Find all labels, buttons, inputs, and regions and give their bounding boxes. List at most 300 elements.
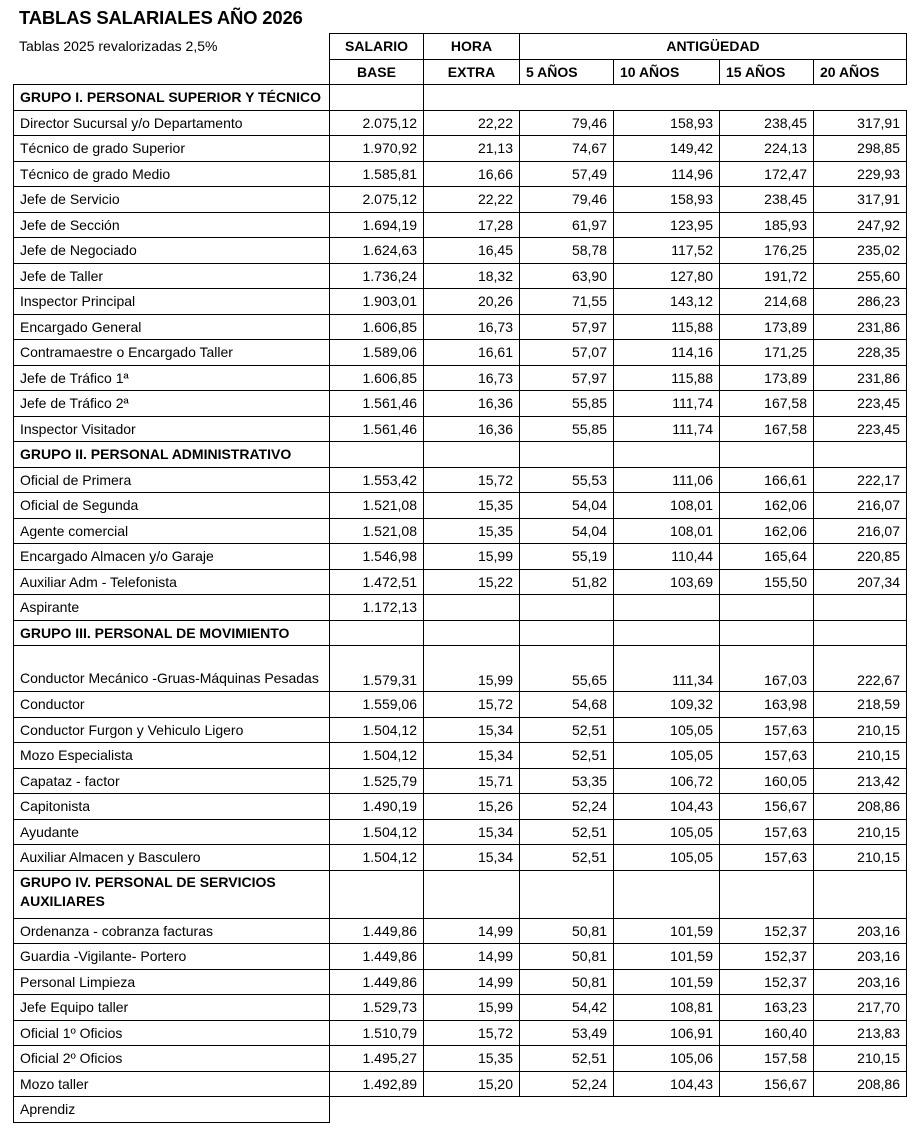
y20-cell: [814, 1097, 907, 1123]
y5-cell: 52,51: [520, 743, 614, 769]
base-cell: 1.504,12: [330, 819, 424, 845]
extra-cell: 16,45: [424, 238, 520, 264]
y5-cell: 55,53: [520, 467, 614, 493]
y10-cell: 105,05: [614, 743, 720, 769]
base-cell: 1.606,85: [330, 365, 424, 391]
y15-cell: 173,89: [720, 365, 814, 391]
table-row: [14, 467, 907, 493]
base-cell: 1.449,86: [330, 918, 424, 944]
table-row: [14, 743, 907, 769]
extra-cell: 15,99: [424, 995, 520, 1021]
category-cell: Oficial 2º Oficios: [14, 1046, 330, 1072]
base-cell: [330, 1097, 424, 1123]
base-cell: 1.561,46: [330, 416, 424, 442]
y5-cell: 79,46: [520, 187, 614, 213]
extra-cell: 15,72: [424, 692, 520, 718]
extra-cell: 21,13: [424, 136, 520, 162]
header-base: BASE: [330, 59, 424, 85]
extra-cell: 16,61: [424, 340, 520, 366]
y5-cell: 55,65: [520, 646, 614, 692]
extra-cell: [424, 595, 520, 621]
table-row: [14, 518, 907, 544]
extra-cell: 15,35: [424, 518, 520, 544]
y20-cell: 203,16: [814, 969, 907, 995]
group-empty-cell: [330, 85, 424, 111]
category-cell: Jefe de Sección: [14, 212, 330, 238]
y5-cell: 50,81: [520, 944, 614, 970]
y20-cell: 223,45: [814, 416, 907, 442]
base-cell: 1.559,06: [330, 692, 424, 718]
base-cell: 1.504,12: [330, 717, 424, 743]
extra-cell: 16,36: [424, 416, 520, 442]
base-cell: 1.504,12: [330, 845, 424, 871]
y5-cell: 50,81: [520, 969, 614, 995]
extra-cell: 15,34: [424, 845, 520, 871]
category-cell: Aspirante: [14, 595, 330, 621]
group-empty-cell: [330, 870, 424, 918]
category-cell: Mozo taller: [14, 1071, 330, 1097]
y20-cell: 222,17: [814, 467, 907, 493]
y10-cell: 111,34: [614, 646, 720, 692]
y20-cell: 208,86: [814, 1071, 907, 1097]
category-cell: Auxiliar Almacen y Basculero: [14, 845, 330, 871]
y15-cell: 172,47: [720, 161, 814, 187]
base-cell: 1.585,81: [330, 161, 424, 187]
table-row: [14, 717, 907, 743]
header-10-anos: 10 AÑOS: [614, 59, 720, 85]
category-cell: Jefe de Taller: [14, 263, 330, 289]
group-empty-cell: [424, 85, 520, 111]
y15-cell: 160,05: [720, 768, 814, 794]
extra-cell: 14,99: [424, 944, 520, 970]
header-antiguedad: ANTIGÜEDAD: [520, 34, 907, 60]
y5-cell: 55,85: [520, 416, 614, 442]
y20-cell: 218,59: [814, 692, 907, 718]
y10-cell: 117,52: [614, 238, 720, 264]
y15-cell: [720, 1097, 814, 1123]
category-cell: Oficial de Primera: [14, 467, 330, 493]
y15-cell: 152,37: [720, 918, 814, 944]
table-row: [14, 995, 907, 1021]
group-header-row: [14, 85, 907, 111]
y10-cell: 105,06: [614, 1046, 720, 1072]
group-empty-cell: [720, 620, 814, 646]
category-cell: Inspector Principal: [14, 289, 330, 315]
y10-cell: 105,05: [614, 717, 720, 743]
extra-cell: 15,72: [424, 467, 520, 493]
table-row: [14, 136, 907, 162]
y10-cell: [614, 1097, 720, 1123]
group-empty-cell: [520, 870, 614, 918]
extra-cell: 15,72: [424, 1020, 520, 1046]
category-cell: Director Sucursal y/o Departamento: [14, 110, 330, 136]
y5-cell: 54,04: [520, 518, 614, 544]
table-row: [14, 845, 907, 871]
category-cell: Encargado Almacen y/o Garaje: [14, 544, 330, 570]
base-cell: 1.736,24: [330, 263, 424, 289]
category-cell: Inspector Visitador: [14, 416, 330, 442]
y20-cell: 210,15: [814, 743, 907, 769]
y20-cell: 235,02: [814, 238, 907, 264]
y10-cell: 143,12: [614, 289, 720, 315]
category-cell: Técnico de grado Superior: [14, 136, 330, 162]
y20-cell: 222,67: [814, 646, 907, 692]
y10-cell: 111,74: [614, 416, 720, 442]
extra-cell: 15,34: [424, 717, 520, 743]
table-row: [14, 819, 907, 845]
y10-cell: 114,96: [614, 161, 720, 187]
y20-cell: 255,60: [814, 263, 907, 289]
y15-cell: 176,25: [720, 238, 814, 264]
header-spacer: [14, 34, 330, 60]
y15-cell: 214,68: [720, 289, 814, 315]
y15-cell: 238,45: [720, 110, 814, 136]
y10-cell: 106,91: [614, 1020, 720, 1046]
extra-cell: 15,99: [424, 544, 520, 570]
base-cell: 1.553,42: [330, 467, 424, 493]
y10-cell: 110,44: [614, 544, 720, 570]
base-cell: 1.449,86: [330, 969, 424, 995]
y15-cell: 157,58: [720, 1046, 814, 1072]
extra-cell: 20,26: [424, 289, 520, 315]
y20-cell: 210,15: [814, 819, 907, 845]
table-row: [14, 1046, 907, 1072]
y5-cell: 58,78: [520, 238, 614, 264]
group-empty-cell: [330, 442, 424, 468]
base-cell: 1.492,89: [330, 1071, 424, 1097]
group-header-row: [14, 870, 907, 918]
y20-cell: 228,35: [814, 340, 907, 366]
y15-cell: 157,63: [720, 717, 814, 743]
y20-cell: 220,85: [814, 544, 907, 570]
header-spacer: [14, 59, 330, 85]
y20-cell: 229,93: [814, 161, 907, 187]
y15-cell: 152,37: [720, 969, 814, 995]
table-row: [14, 340, 907, 366]
table-row: [14, 416, 907, 442]
extra-cell: 16,73: [424, 314, 520, 340]
y15-cell: 160,40: [720, 1020, 814, 1046]
y20-cell: 317,91: [814, 110, 907, 136]
header-salario: SALARIO: [330, 34, 424, 60]
table-row: [14, 1097, 907, 1123]
category-cell: Contramaestre o Encargado Taller: [14, 340, 330, 366]
y5-cell: 53,35: [520, 768, 614, 794]
group-empty-cell: [814, 85, 907, 111]
category-cell: Conductor Mecánico -Gruas-Máquinas Pesadas: [14, 646, 330, 692]
group-name: GRUPO I. PERSONAL SUPERIOR Y TÉCNICO: [14, 85, 330, 111]
y15-cell: 162,06: [720, 518, 814, 544]
extra-cell: 16,66: [424, 161, 520, 187]
y20-cell: 298,85: [814, 136, 907, 162]
y5-cell: 54,42: [520, 995, 614, 1021]
category-cell: Aprendiz: [14, 1097, 330, 1123]
y15-cell: 167,58: [720, 416, 814, 442]
extra-cell: 16,36: [424, 391, 520, 417]
group-empty-cell: [330, 620, 424, 646]
y15-cell: 191,72: [720, 263, 814, 289]
category-cell: Jefe Equipo taller: [14, 995, 330, 1021]
category-cell: Agente comercial: [14, 518, 330, 544]
y15-cell: 163,23: [720, 995, 814, 1021]
y15-cell: 152,37: [720, 944, 814, 970]
group-header-row: [14, 620, 907, 646]
y10-cell: 115,88: [614, 365, 720, 391]
extra-cell: 15,35: [424, 1046, 520, 1072]
y15-cell: 166,61: [720, 467, 814, 493]
base-cell: 1.970,92: [330, 136, 424, 162]
category-cell: Mozo Especialista: [14, 743, 330, 769]
y20-cell: 203,16: [814, 944, 907, 970]
y15-cell: 156,67: [720, 1071, 814, 1097]
y15-cell: 157,63: [720, 845, 814, 871]
extra-cell: 16,73: [424, 365, 520, 391]
base-cell: 1.624,63: [330, 238, 424, 264]
y20-cell: 210,15: [814, 717, 907, 743]
category-cell: Jefe de Servicio: [14, 187, 330, 213]
group-name: GRUPO III. PERSONAL DE MOVIMIENTO: [14, 620, 330, 646]
y5-cell: [520, 595, 614, 621]
category-cell: Oficial 1º Oficios: [14, 1020, 330, 1046]
table-row: [14, 918, 907, 944]
base-cell: 1.521,08: [330, 493, 424, 519]
y15-cell: 165,64: [720, 544, 814, 570]
y5-cell: 63,90: [520, 263, 614, 289]
base-cell: 1.561,46: [330, 391, 424, 417]
y20-cell: 210,15: [814, 1046, 907, 1072]
y20-cell: 213,42: [814, 768, 907, 794]
y20-cell: [814, 595, 907, 621]
group-empty-cell: [520, 620, 614, 646]
extra-cell: 15,20: [424, 1071, 520, 1097]
y20-cell: 231,86: [814, 314, 907, 340]
extra-cell: 22,22: [424, 187, 520, 213]
y5-cell: 54,04: [520, 493, 614, 519]
y5-cell: 52,51: [520, 1046, 614, 1072]
table-row: [14, 646, 907, 692]
y15-cell: 224,13: [720, 136, 814, 162]
y15-cell: 167,03: [720, 646, 814, 692]
table-row: [14, 944, 907, 970]
y10-cell: 114,16: [614, 340, 720, 366]
category-cell: Jefe de Tráfico 2ª: [14, 391, 330, 417]
y5-cell: 71,55: [520, 289, 614, 315]
category-cell: Auxiliar Adm - Telefonista: [14, 569, 330, 595]
y10-cell: 106,72: [614, 768, 720, 794]
y10-cell: 149,42: [614, 136, 720, 162]
y5-cell: [520, 1097, 614, 1123]
table-row: [14, 969, 907, 995]
y10-cell: 108,81: [614, 995, 720, 1021]
y20-cell: 223,45: [814, 391, 907, 417]
y5-cell: 55,85: [520, 391, 614, 417]
category-cell: Jefe de Tráfico 1ª: [14, 365, 330, 391]
y5-cell: 57,07: [520, 340, 614, 366]
category-cell: Capataz - factor: [14, 768, 330, 794]
category-cell: Capitonista: [14, 794, 330, 820]
table-row: [14, 391, 907, 417]
group-empty-cell: [720, 870, 814, 918]
group-empty-cell: [814, 442, 907, 468]
group-empty-cell: [424, 870, 520, 918]
y15-cell: [720, 595, 814, 621]
table-row: [14, 314, 907, 340]
y10-cell: 158,93: [614, 187, 720, 213]
salary-table: [13, 33, 907, 1123]
y15-cell: 155,50: [720, 569, 814, 595]
y5-cell: 53,49: [520, 1020, 614, 1046]
base-cell: 1.546,98: [330, 544, 424, 570]
group-empty-cell: [424, 620, 520, 646]
y15-cell: 173,89: [720, 314, 814, 340]
base-cell: 1.694,19: [330, 212, 424, 238]
y5-cell: 50,81: [520, 918, 614, 944]
group-name: GRUPO IV. PERSONAL DE SERVICIOS AUXILIARES: [14, 870, 330, 918]
y10-cell: 158,93: [614, 110, 720, 136]
y15-cell: 238,45: [720, 187, 814, 213]
y10-cell: 108,01: [614, 518, 720, 544]
y5-cell: 52,24: [520, 1071, 614, 1097]
base-cell: 1.510,79: [330, 1020, 424, 1046]
group-name: GRUPO II. PERSONAL ADMINISTRATIVO: [14, 442, 330, 468]
table-row: [14, 289, 907, 315]
header-20-anos: 20 AÑOS: [814, 59, 907, 85]
y5-cell: 61,97: [520, 212, 614, 238]
table-row: [14, 692, 907, 718]
table-row: [14, 595, 907, 621]
base-cell: 1.579,31: [330, 646, 424, 692]
table-row: [14, 263, 907, 289]
y10-cell: 104,43: [614, 794, 720, 820]
category-cell: Técnico de grado Medio: [14, 161, 330, 187]
extra-cell: 22,22: [424, 110, 520, 136]
group-empty-cell: [614, 870, 720, 918]
y5-cell: 74,67: [520, 136, 614, 162]
base-cell: 1.529,73: [330, 995, 424, 1021]
header-row-2: [14, 59, 907, 85]
base-cell: 1.589,06: [330, 340, 424, 366]
extra-cell: 15,34: [424, 819, 520, 845]
y20-cell: 216,07: [814, 518, 907, 544]
header-row-1: [14, 34, 907, 60]
y10-cell: 127,80: [614, 263, 720, 289]
table-row: [14, 493, 907, 519]
header-extra: EXTRA: [424, 59, 520, 85]
y20-cell: 203,16: [814, 918, 907, 944]
table-row: [14, 110, 907, 136]
table-row: [14, 1071, 907, 1097]
y15-cell: 167,58: [720, 391, 814, 417]
group-empty-cell: [814, 620, 907, 646]
y20-cell: 216,07: [814, 493, 907, 519]
header-hora: HORA: [424, 34, 520, 60]
table-row: [14, 212, 907, 238]
y5-cell: 57,49: [520, 161, 614, 187]
table-row: [14, 794, 907, 820]
extra-cell: 15,35: [424, 493, 520, 519]
y5-cell: 52,51: [520, 717, 614, 743]
table-row: [14, 161, 907, 187]
y5-cell: 52,24: [520, 794, 614, 820]
table-row: [14, 569, 907, 595]
y10-cell: 111,06: [614, 467, 720, 493]
base-cell: 1.606,85: [330, 314, 424, 340]
y20-cell: 208,86: [814, 794, 907, 820]
y5-cell: 54,68: [520, 692, 614, 718]
y10-cell: 101,59: [614, 969, 720, 995]
y10-cell: [614, 595, 720, 621]
y20-cell: 210,15: [814, 845, 907, 871]
extra-cell: 14,99: [424, 918, 520, 944]
table-row: [14, 768, 907, 794]
header-5-anos: 5 AÑOS: [520, 59, 614, 85]
y5-cell: 55,19: [520, 544, 614, 570]
y10-cell: 111,74: [614, 391, 720, 417]
y15-cell: 156,67: [720, 794, 814, 820]
document-title: TABLAS SALARIALES AÑO 2026: [19, 7, 303, 28]
y10-cell: 109,32: [614, 692, 720, 718]
group-empty-cell: [424, 442, 520, 468]
table-row: [14, 238, 907, 264]
y5-cell: 51,82: [520, 569, 614, 595]
table-row: [14, 365, 907, 391]
y10-cell: 105,05: [614, 819, 720, 845]
y10-cell: 115,88: [614, 314, 720, 340]
base-cell: 1.903,01: [330, 289, 424, 315]
base-cell: 1.490,19: [330, 794, 424, 820]
category-cell: Personal Limpieza: [14, 969, 330, 995]
extra-cell: 14,99: [424, 969, 520, 995]
category-cell: Conductor Furgon y Vehiculo Ligero: [14, 717, 330, 743]
header-15-anos: 15 AÑOS: [720, 59, 814, 85]
table-row: [14, 187, 907, 213]
category-cell: Guardia -Vigilante- Portero: [14, 944, 330, 970]
group-header-row: [14, 442, 907, 468]
extra-cell: 15,71: [424, 768, 520, 794]
y20-cell: 231,86: [814, 365, 907, 391]
table-row: [14, 1020, 907, 1046]
y15-cell: 185,93: [720, 212, 814, 238]
y5-cell: 52,51: [520, 819, 614, 845]
y10-cell: 101,59: [614, 944, 720, 970]
base-cell: 2.075,12: [330, 110, 424, 136]
y20-cell: 286,23: [814, 289, 907, 315]
category-cell: Encargado General: [14, 314, 330, 340]
group-empty-cell: [520, 442, 614, 468]
document-subtitle: Tablas 2025 revalorizadas 2,5%: [19, 38, 218, 54]
category-cell: Ordenanza - cobranza facturas: [14, 918, 330, 944]
group-empty-cell: [614, 85, 720, 111]
y15-cell: 163,98: [720, 692, 814, 718]
y20-cell: 217,70: [814, 995, 907, 1021]
extra-cell: 18,32: [424, 263, 520, 289]
y10-cell: 108,01: [614, 493, 720, 519]
y20-cell: 317,91: [814, 187, 907, 213]
category-cell: Jefe de Negociado: [14, 238, 330, 264]
base-cell: 1.449,86: [330, 944, 424, 970]
group-empty-cell: [520, 85, 614, 111]
group-empty-cell: [614, 442, 720, 468]
base-cell: 1.525,79: [330, 768, 424, 794]
y10-cell: 103,69: [614, 569, 720, 595]
extra-cell: 15,26: [424, 794, 520, 820]
group-empty-cell: [720, 85, 814, 111]
y5-cell: 57,97: [520, 314, 614, 340]
base-cell: 1.521,08: [330, 518, 424, 544]
y10-cell: 104,43: [614, 1071, 720, 1097]
y5-cell: 57,97: [520, 365, 614, 391]
group-empty-cell: [720, 442, 814, 468]
